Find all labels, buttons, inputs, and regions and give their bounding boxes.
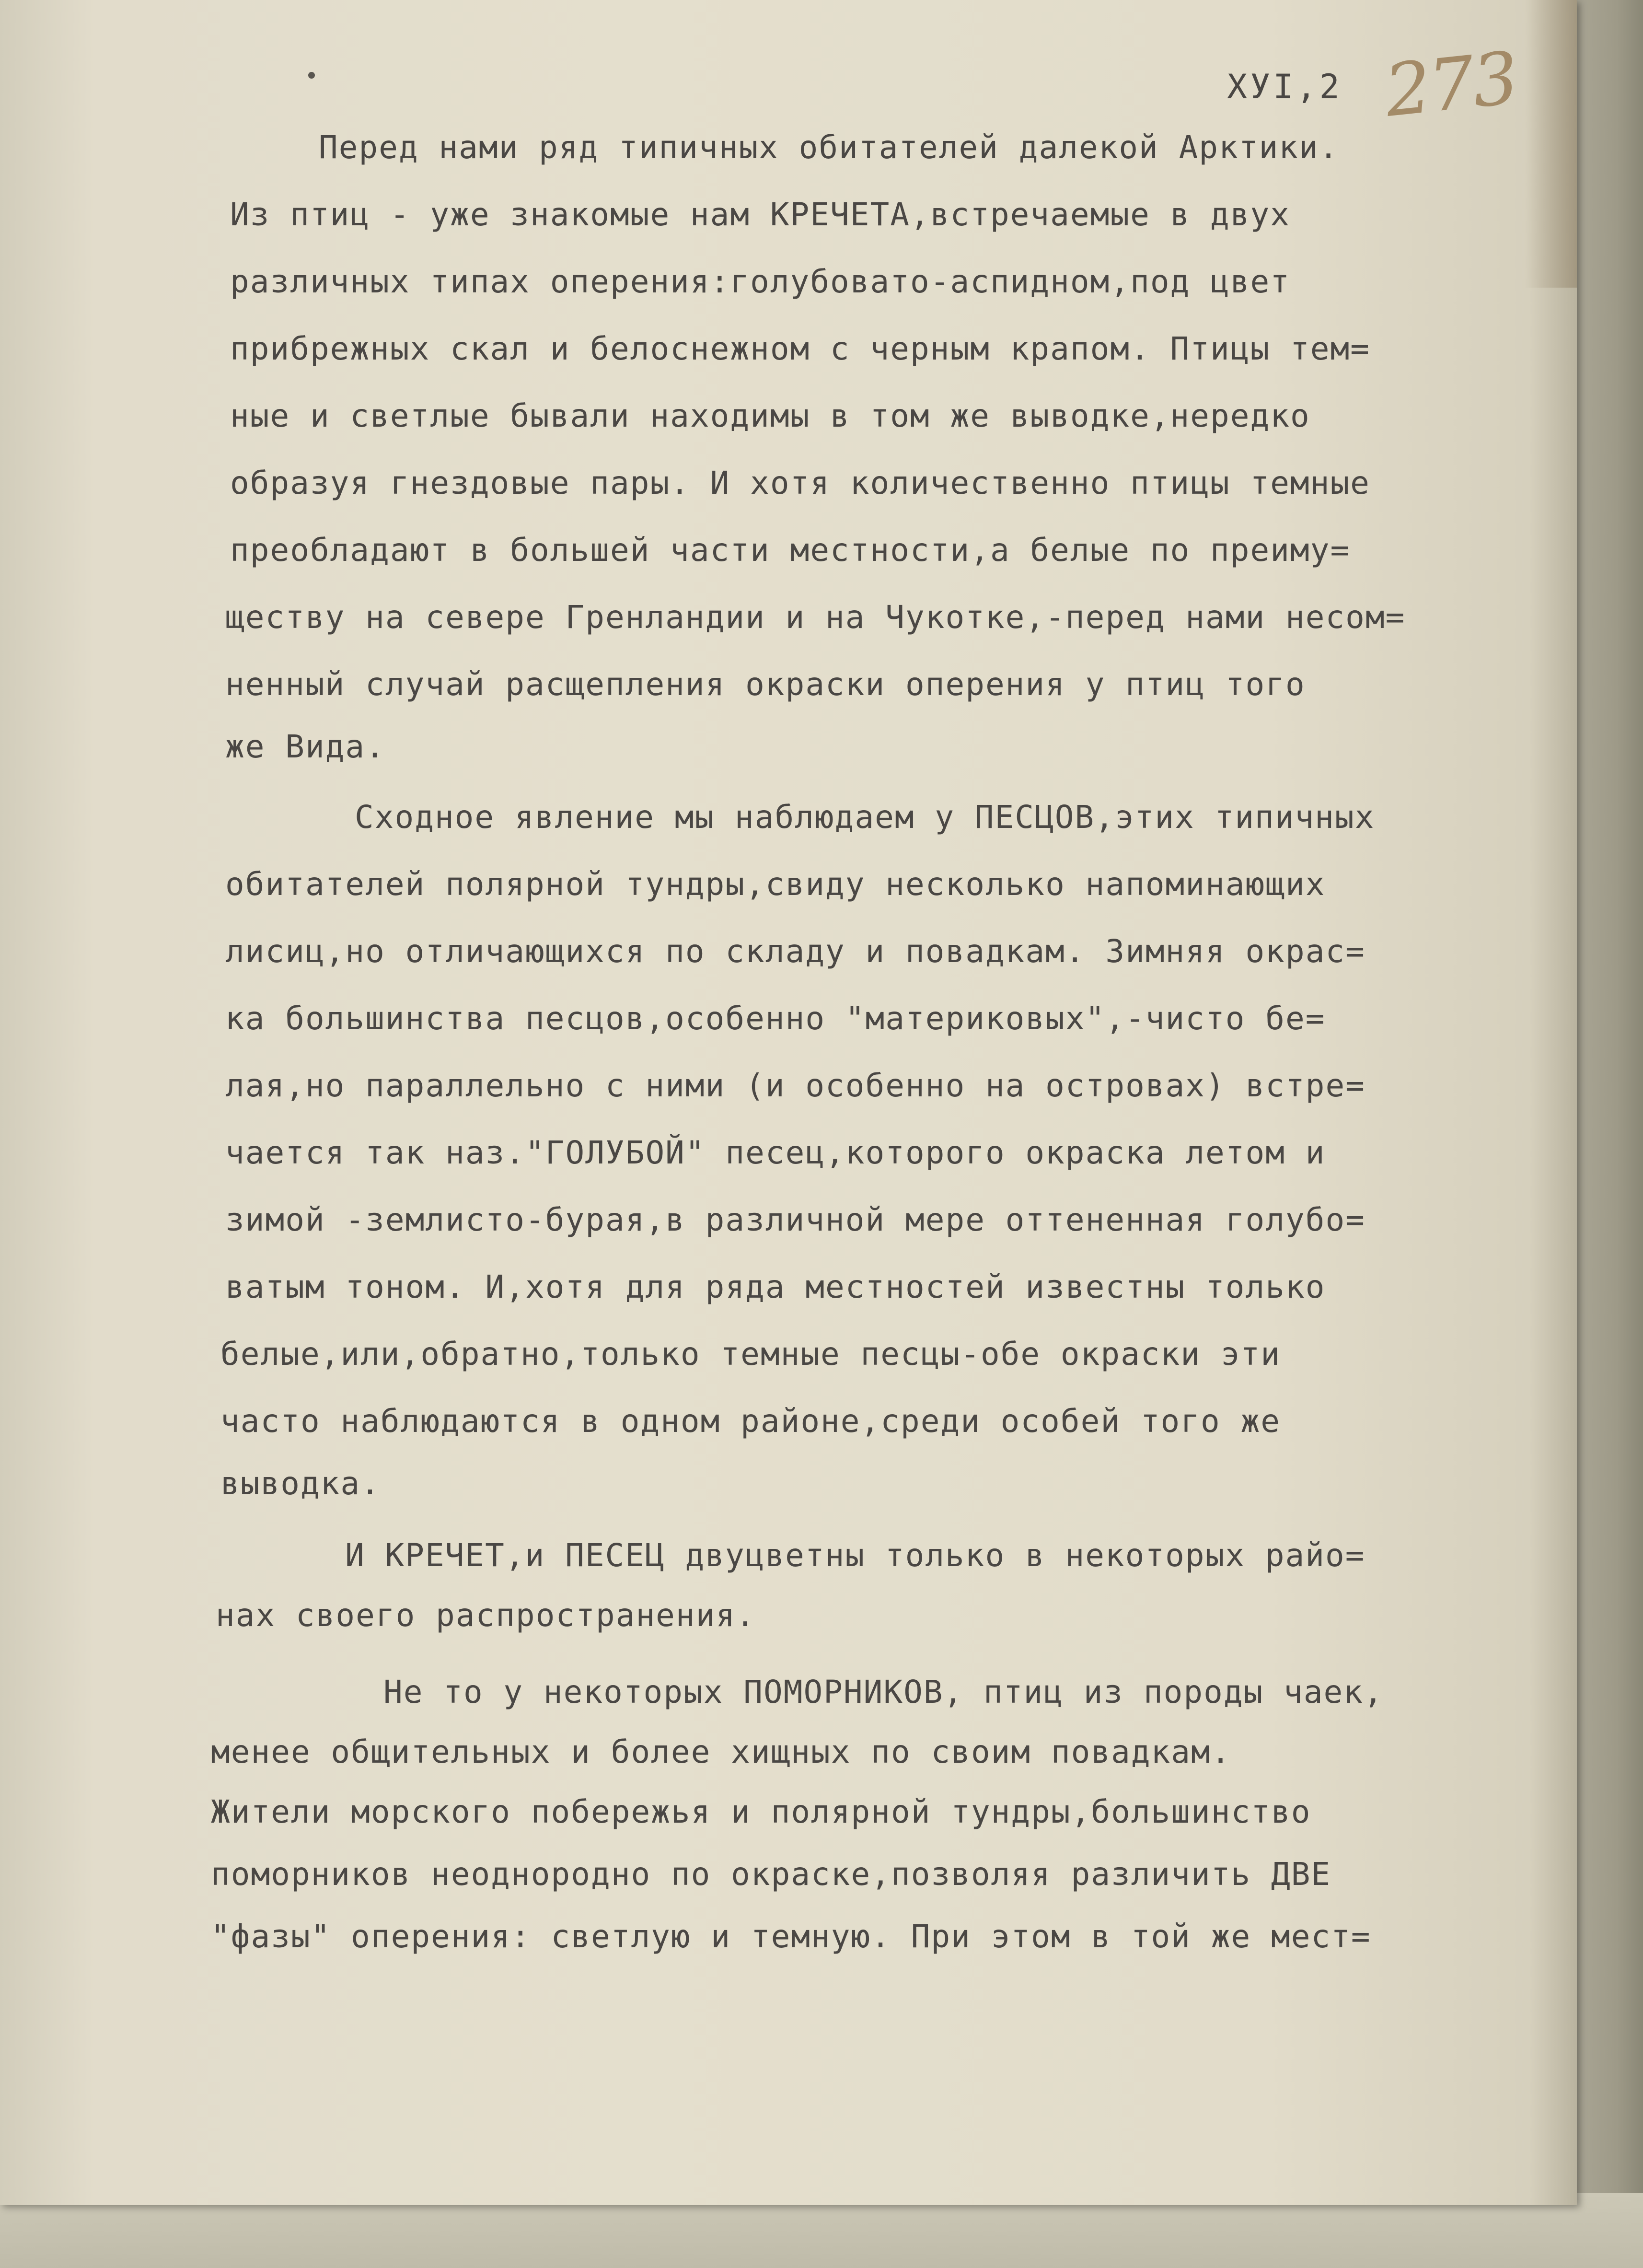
text-line: нах своего распространения. bbox=[216, 1597, 756, 1634]
section-number: ХУI,2 bbox=[1227, 67, 1342, 106]
text-line: образуя гнездовые пары. И хотя количественно птицы темные bbox=[230, 465, 1370, 501]
text-line: ватым тоном. И,хотя для ряда местностей известны только bbox=[225, 1268, 1326, 1305]
text-line: ные и светлые бывали находимы в том же выводке,нередко bbox=[230, 397, 1310, 434]
text-line: Сходное явление мы наблюдаем у ПЕСЦОВ,этих типичных bbox=[355, 799, 1375, 836]
text-line: же Вида. bbox=[225, 728, 385, 765]
text-line: лая,но параллельно с ними (и особенно на островах) встре= bbox=[225, 1067, 1365, 1104]
text-line: ществу на севере Гренландии и на Чукотке,-перед нами несом= bbox=[225, 599, 1406, 636]
text-line: различных типах оперения:голубовато-аспидном,под цвет bbox=[230, 263, 1290, 300]
text-line: выводка. bbox=[220, 1465, 381, 1502]
text-line: лисиц,но отличающихся по складу и повадкам. Зимняя окрас= bbox=[225, 933, 1365, 970]
text-line: Перед нами ряд типичных обитателей далекой Арктики. bbox=[319, 129, 1339, 166]
text-line: зимой -землисто-бурая,в различной мере оттененная голубо= bbox=[225, 1201, 1365, 1238]
text-line: "фазы" оперения: светлую и темную. При этом в той же мест= bbox=[211, 1918, 1371, 1955]
text-line: ненный случай расщепления окраски оперения у птиц того bbox=[225, 666, 1306, 703]
text-line: ка большинства песцов,особенно "материковых",-чисто бе= bbox=[225, 1000, 1326, 1037]
text-line: И КРЕЧЕТ,и ПЕСЕЦ двуцветны только в некоторых райо= bbox=[345, 1537, 1365, 1574]
text-line: обитателей полярной тундры,свиду несколько напоминающих bbox=[225, 866, 1326, 903]
text-line: белые,или,обратно,только темные песцы-обе окраски эти bbox=[220, 1336, 1281, 1372]
text-line: менее общительных и более хищных по своим повадкам. bbox=[211, 1733, 1231, 1770]
text-line: Из птиц - уже знакомые нам КРЕЧЕТА,встречаемые в двух bbox=[230, 196, 1290, 233]
text-line: преобладают в большей части местности,а белые по преиму= bbox=[230, 532, 1351, 569]
page-stack-edge bbox=[1577, 0, 1643, 2268]
text-line: Не то у некоторых ПОМОРНИКОВ, птиц из породы чаек, bbox=[383, 1674, 1384, 1710]
handwritten-folio-number: 273 bbox=[1381, 36, 1521, 133]
text-line: чается так наз."ГОЛУБОЙ" песец,которого окраска летом и bbox=[225, 1134, 1326, 1171]
text-line: прибрежных скал и белоснежном с черным крапом. Птицы тем= bbox=[230, 330, 1370, 367]
text-line: часто наблюдаются в одном районе,среди особей того же bbox=[220, 1403, 1281, 1440]
text-line: Жители морского побережья и полярной тундры,большинство bbox=[211, 1793, 1311, 1830]
text-line: поморников неоднородно по окраске,позволяя различить ДВЕ bbox=[211, 1856, 1331, 1893]
